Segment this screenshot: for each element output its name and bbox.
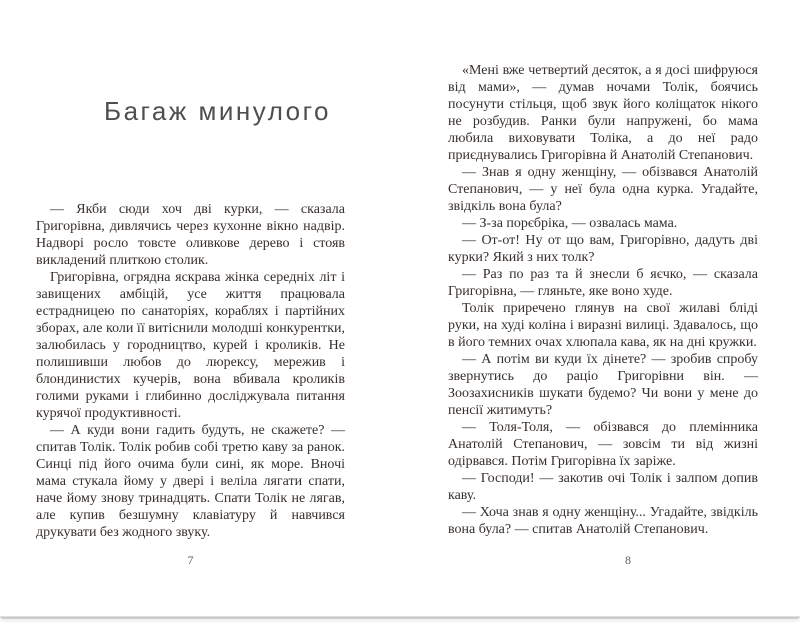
left-page-number: 7: [187, 553, 194, 567]
left-page-body: [36, 201, 345, 541]
paragraph: — Знав я одну женщіну, — обізвався Анатолій Степанович, — у неї була одна курка. Угадайте, звідкіль вона була?: [448, 165, 758, 214]
paragraph: — Господи! — закотив очі Толік і залпом допив каву.: [448, 471, 758, 503]
paragraph: «Мені вже четвертий десяток, а я досі шифруюся від мами», — думав ночами Толік, боячись посунути стільця, щоб звук його коліщаток нікого не розбудив. Ранки були напружені, бо мама любила виховувати Толіка, а до неї радо приєднувались Григорівна й Анатолій Степанович.: [448, 63, 758, 163]
paragraph: — Хоча знав я одну женщіну... Угадайте, звідкіль вона була? — спитав Анатолій Степанович.: [448, 505, 758, 537]
right-page-number: 8: [625, 553, 631, 567]
paragraph: Толік приречено глянув на свої жилаві бліді руки, на худі коліна і виразні вилиці. Здавалось, що в його темних очах хлюпала кава, як на дні кружки.: [448, 301, 758, 350]
paragraph: — Якби сюди хоч дві курки, — сказала Григорівна, дивлячись через кухонне вікно надвір. Надворі росло товсте оливкове дерево і стояв викладений плиткою столик.: [36, 202, 345, 268]
paragraph: — Раз по раз та й знесли б яєчко, — сказала Григорівна, — гляньте, яке воно худе.: [448, 267, 758, 299]
right-page-body: [448, 62, 758, 538]
paragraph: — З-за порєбріка, — озвалась мама.: [462, 216, 678, 231]
paragraph: — А куди вони гадить будуть, не скажете? — спитав Толік. Толік робив собі третю каву за ранок. Синці під його очима були сині, як море. Вночі мама стукала йому у двері і веліла лягати спати, наче йому знову тринадцять. Спати Толік не лягав, але купив безшумну клавіатуру й навчився друкувати без жодного звуку.: [36, 423, 345, 540]
paragraph: — Толя-Толя, — обізвався до племінника Анатолій Степанович, — зовсім ти від жизні одірвався. Потім Григорівна їх заріже.: [448, 420, 758, 469]
chapter-title: Багаж минулого: [104, 96, 331, 126]
page-bottom-edge: [0, 616, 800, 619]
paragraph: — А потім ви куди їх дінете? — зробив спробу звернутись до раціо Григорівни він. — Зоозахисників шукати будемо? Чи вони у мене до пенсії житимуть?: [448, 352, 758, 418]
paragraph: — От-от! Ну от що вам, Григорівно, дадуть дві курки? Який з них толк?: [448, 233, 758, 265]
paragraph: Григорівна, огрядна яскрава жінка середніх літ і завищених амбіцій, усе життя працювала естрадницею по санаторіях, кораблях і партійних зборах, але коли її витіснили молодші конкурентки, залюбилась у городництво, курей і кроликів. Не полишивши любов до люрексу, мережив і блондинистих кучерів, вона вбивала кроликів голими руками і глибинно досліджувала питання курячої продуктивності.: [36, 270, 345, 421]
